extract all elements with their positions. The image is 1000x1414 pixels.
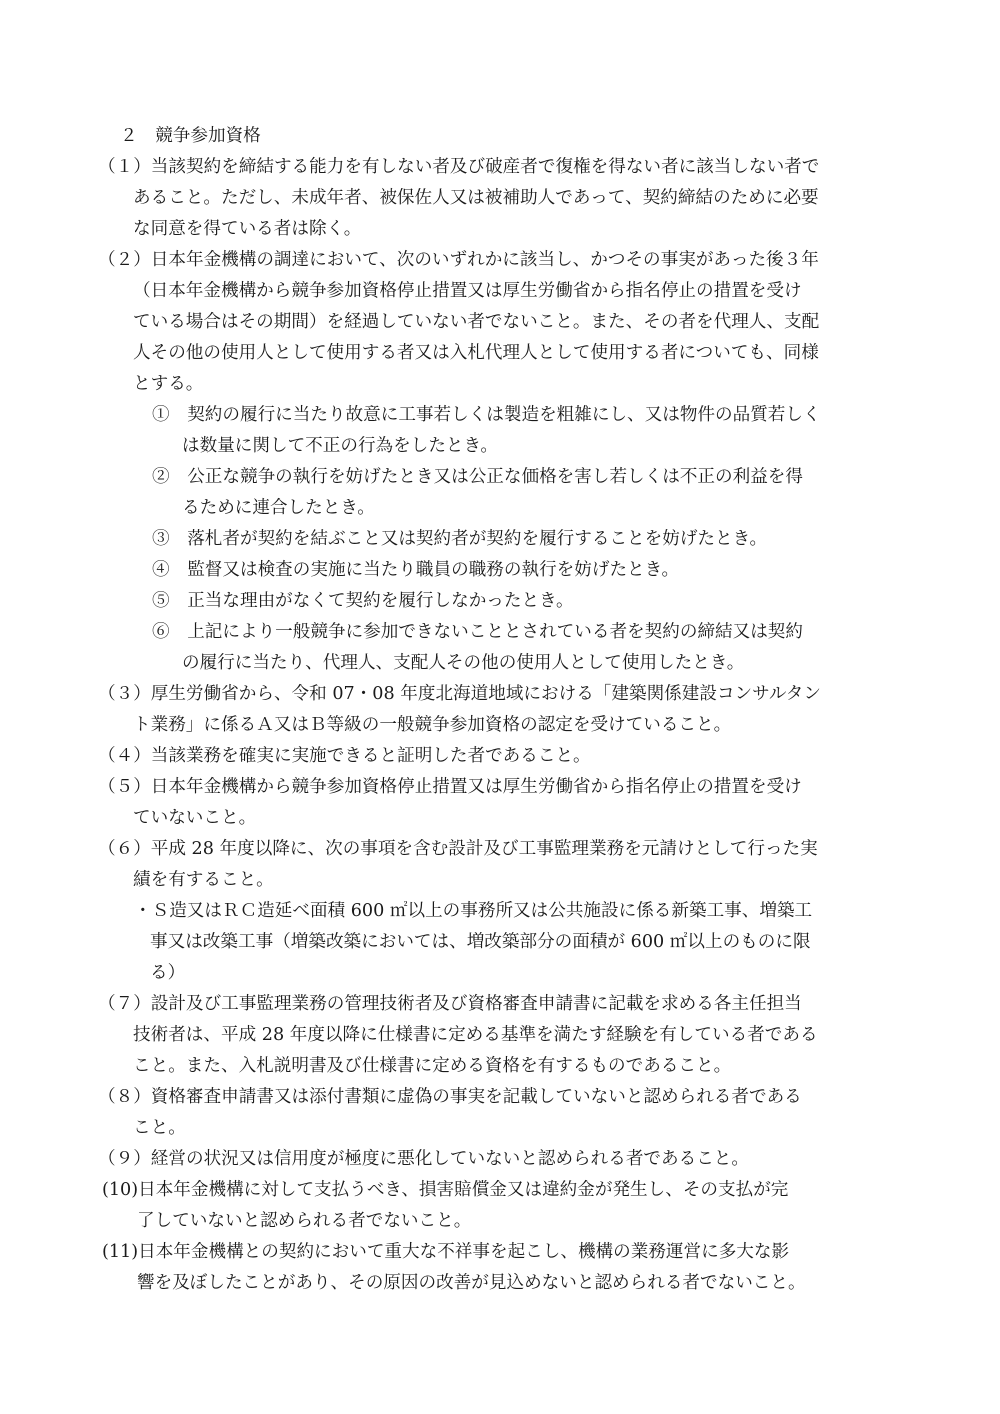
item-4: （４）当該業務を確実に実施できると証明した者であること。 xyxy=(98,746,591,766)
item-3-line-2: ト業務」に係るＡ又はＢ等級の一般競争参加資格の認定を受けていること。 xyxy=(133,715,732,735)
item-7-line-1: （７）設計及び工事監理業務の管理技術者及び資格審査申請書に記載を求める各主任担当 xyxy=(98,994,802,1014)
item-5-line-2: ていないこと。 xyxy=(133,808,257,828)
section-heading: ２ 競争参加資格 xyxy=(120,126,261,146)
item-9: （９）経営の状況又は信用度が極度に悪化していないと認められる者であること。 xyxy=(98,1149,749,1169)
item-5-line-1: （５）日本年金機構から競争参加資格停止措置又は厚生労働省から指名停止の措置を受け xyxy=(98,777,802,797)
bullet-line-3: る） xyxy=(150,963,186,983)
item-11-line-2: 響を及ぼしたことがあり、その原因の改善が見込めないと認められる者でないこと。 xyxy=(137,1273,806,1293)
subitem-5: ⑤ 正当な理由がなくて契約を履行しなかったとき。 xyxy=(152,591,574,611)
bullet-line-2: 事又は改築工事（増築改築においては、増改築部分の面積が 600 ㎡以上のものに限 xyxy=(150,932,811,952)
item-2-line-1: （２）日本年金機構の調達において、次のいずれかに該当し、かつその事実があった後３年 xyxy=(98,250,819,270)
bullet-line-1: ・Ｓ造又はＲＣ造延べ面積 600 ㎡以上の事務所又は公共施設に係る新築工事、増築工 xyxy=(134,901,813,921)
subitem-2-line-2: るために連合したとき。 xyxy=(182,498,375,518)
subitem-6-line-1: ⑥ 上記により一般競争に参加できないこととされている者を契約の締結又は契約 xyxy=(152,622,803,642)
item-7-line-2: 技術者は、平成 28 年度以降に仕様書に定める基準を満たす経験を有している者である xyxy=(133,1025,818,1045)
item-10-line-2: 了していないと認められる者でないこと。 xyxy=(137,1211,472,1231)
item-2-line-5: とする。 xyxy=(133,374,204,394)
item-2-line-2: （日本年金機構から競争参加資格停止措置又は厚生労働省から指名停止の措置を受け xyxy=(133,281,802,301)
item-8-line-2: こと。 xyxy=(133,1118,186,1138)
subitem-4: ④ 監督又は検査の実施に当たり職員の職務の執行を妨げたとき。 xyxy=(152,560,680,580)
item-11-line-1: (11)日本年金機構との契約において重大な不祥事を起こし、機構の業務運営に多大な影 xyxy=(102,1242,790,1262)
item-2-line-4: 人その他の使用人として使用する者又は入札代理人として使用する者についても、同様 xyxy=(133,343,819,363)
item-6-line-2: 績を有すること。 xyxy=(133,870,274,890)
item-8-line-1: （８）資格審査申請書又は添付書類に虚偽の事実を記載していないと認められる者である xyxy=(98,1087,802,1107)
item-10-line-1: (10)日本年金機構に対して支払うべき、損害賠償金又は違約金が発生し、その支払が完 xyxy=(102,1180,789,1200)
item-1-line-2: あること。ただし、未成年者、被保佐人又は被補助人であって、契約締結のために必要 xyxy=(133,188,819,208)
subitem-6-line-2: の履行に当たり、代理人、支配人その他の使用人として使用したとき。 xyxy=(182,653,745,673)
subitem-1-line-1: ① 契約の履行に当たり故意に工事若しくは製造を粗雑にし、又は物件の品質若しく xyxy=(152,405,821,425)
item-7-line-3: こと。また、入札説明書及び仕様書に定める資格を有するものであること。 xyxy=(133,1056,732,1076)
item-1-line-3: な同意を得ている者は除く。 xyxy=(133,219,362,239)
subitem-3: ③ 落札者が契約を結ぶこと又は契約者が契約を履行することを妨げたとき。 xyxy=(152,529,768,549)
subitem-1-line-2: は数量に関して不正の行為をしたとき。 xyxy=(182,436,498,456)
item-1-line-1: （１）当該契約を締結する能力を有しない者及び破産者で復権を得ない者に該当しない者で xyxy=(98,157,820,177)
item-6-line-1: （６）平成 28 年度以降に、次の事項を含む設計及び工事監理業務を元請けとして行った実 xyxy=(98,839,818,859)
item-2-line-3: ている場合はその期間）を経過していない者でないこと。また、その者を代理人、支配 xyxy=(133,312,820,332)
subitem-2-line-1: ② 公正な競争の執行を妨げたとき又は公正な価格を害し若しくは不正の利益を得 xyxy=(152,467,803,487)
item-3-line-1: （３）厚生労働省から、令和 07・08 年度北海道地域における「建築関係建設コンサルタン xyxy=(98,684,821,704)
